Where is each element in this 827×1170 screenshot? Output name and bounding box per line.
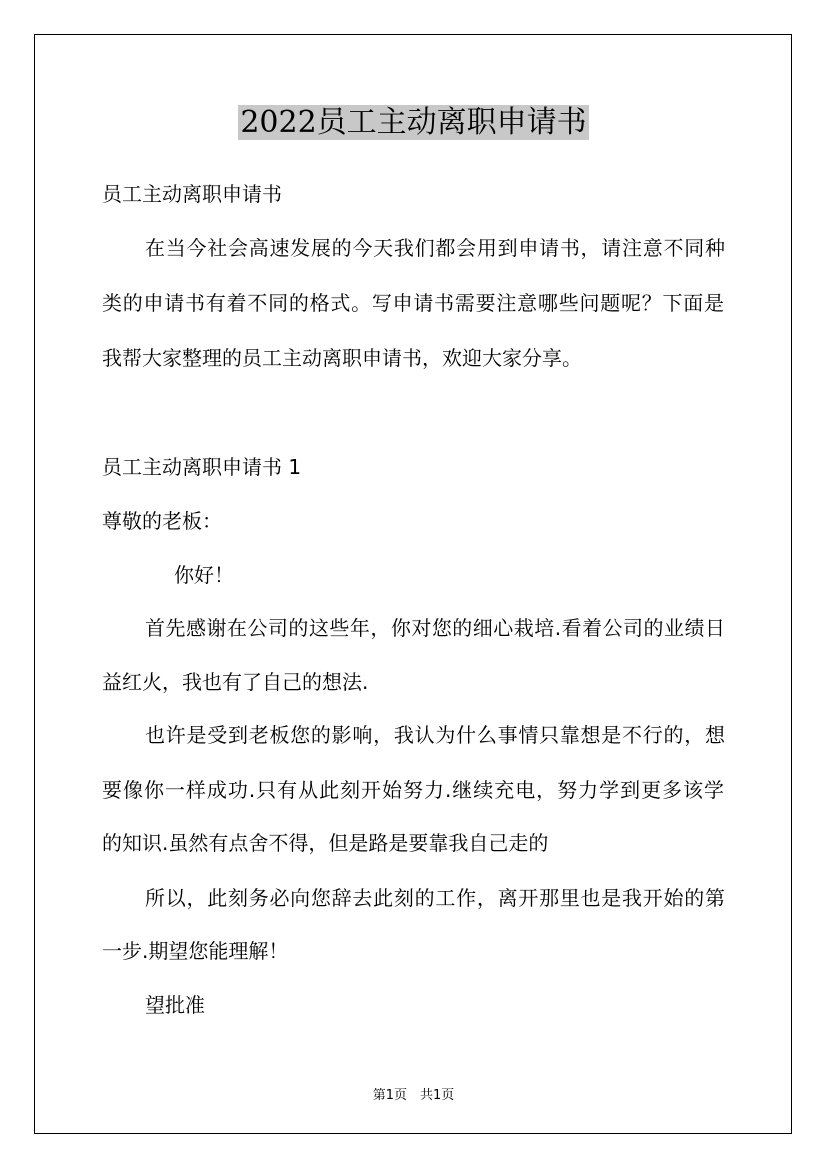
intro-line-1: 在当今社会高速发展的今天我们都会用到申请书，请注意不同种 <box>145 236 725 260</box>
body-line-2: 益红火，我也有了自己的想法. <box>102 670 369 694</box>
body-line-1: 首先感谢在公司的这些年，你对您的细心栽培.看着公司的业绩日 <box>145 616 725 640</box>
salutation: 尊敬的老板： <box>102 509 222 533</box>
page-footer: 第1页 共1页 <box>372 1088 455 1103</box>
document-title-wrap <box>0 102 827 144</box>
intro-line-3: 我帮大家整理的员工主动离职申请书，欢迎大家分享。 <box>102 346 582 370</box>
section-heading: 员工主动离职申请书 1 <box>102 455 302 479</box>
body-line-4: 要像你一样成功.只有从此刻开始努力.继续充电，努力学到更多该学 <box>102 778 724 802</box>
closing-request: 望批准 <box>145 993 205 1017</box>
document-title: 2022员工主动离职申请书 <box>240 105 587 140</box>
body-line-5: 的知识.虽然有点舍不得，但是路是要靠我自己走的 <box>102 831 549 855</box>
body-line-7: 一步.期望您能理解！ <box>102 939 289 963</box>
body-line-6: 所以，此刻务必向您辞去此刻的工作，离开那里也是我开始的第 <box>145 886 725 910</box>
intro-line-2: 类的申请书有着不同的格式。写申请书需要注意哪些问题呢？下面是 <box>102 291 724 315</box>
subtitle: 员工主动离职申请书 <box>102 182 282 206</box>
greeting: 你好！ <box>174 563 234 587</box>
body-line-3: 也许是受到老板您的影响，我认为什么事情只靠想是不行的，想 <box>145 723 725 747</box>
